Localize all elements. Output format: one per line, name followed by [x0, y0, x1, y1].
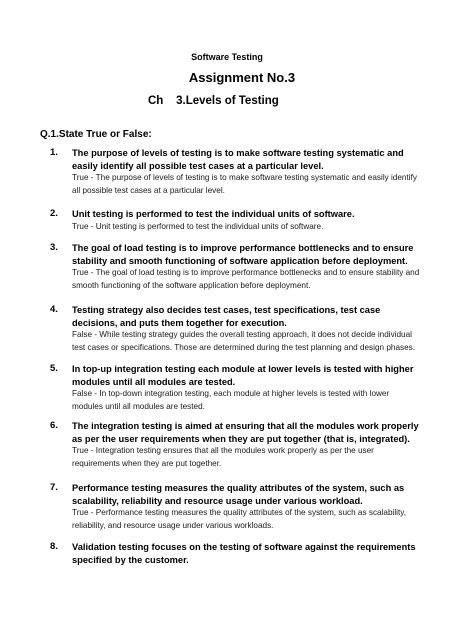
question-text: In top-up integration testing each module at lower levels is tested with higher modules until all modules are tested.	[72, 364, 414, 387]
list-item	[50, 147, 422, 197]
list-item	[50, 242, 422, 292]
question-text: The goal of load testing is to improve performance bottlenecks and to ensure stability and smooth functioning of software application before deployment.	[72, 243, 414, 266]
item-number: 1.	[50, 147, 58, 158]
list-item	[50, 208, 422, 233]
item-number: 4.	[50, 304, 58, 315]
subject-heading: Software Testing	[191, 52, 263, 62]
question-text: The integration testing is aimed at ensuring that all the modules work properly as per the user requirements when they are put together (that is, integrated).	[72, 421, 419, 444]
list-item	[50, 541, 422, 566]
answer-text: False - In top-down integration testing, each module at higher levels is tested with lower modules until all modules are tested.	[72, 389, 390, 411]
item-number: 8.	[50, 541, 58, 552]
item-number: 5.	[50, 363, 58, 374]
list-item	[50, 482, 422, 532]
answer-text: True - The purpose of levels of testing is to make software testing systematic and easily identify all possible test cases at a particular level.	[72, 173, 417, 195]
question-text: Performance testing measures the quality attributes of the system, such as scalability, reliability and resource usage under various workload.	[72, 483, 405, 506]
question-text: The purpose of levels of testing is to make software testing systematic and easily identify all possible test cases at a particular level.	[72, 148, 404, 171]
question-text: Testing strategy also decides test cases, test specifications, test case decisions, and puts them together for execution.	[72, 305, 381, 328]
list-item	[50, 420, 422, 470]
question-text: Validation testing focuses on the testing of software against the requirements specified by the customer.	[72, 542, 416, 565]
item-number: 6.	[50, 420, 58, 431]
item-number: 3.	[50, 242, 58, 253]
item-number: 2.	[50, 208, 58, 219]
answer-text: True - Performance testing measures the quality attributes of the system, such as scalability, reliability, and resource usage under various workloads.	[72, 508, 407, 530]
list-item	[50, 363, 422, 413]
answer-text: True - Integration testing ensures that all the modules work properly as per the user requirements when they are put together.	[72, 446, 374, 468]
answer-text: True - Unit testing is performed to test the individual units of software.	[72, 221, 324, 231]
answer-text: False - While testing strategy guides the overall testing approach, it does not decide individual test cases or specifications. Those are determined during the test planning and design phases.	[72, 330, 416, 352]
chapter-title: Ch 3.Levels of Testing	[148, 95, 279, 107]
list-item	[50, 304, 422, 354]
question-text: Unit testing is performed to test the individual units of software.	[72, 209, 355, 219]
section-heading: Q.1.State True or False:	[40, 129, 152, 140]
item-number: 7.	[50, 482, 58, 493]
answer-text: True - The goal of load testing is to improve performance bottlenecks and to ensure stability and smooth functioning of the software application before deployment.	[72, 268, 420, 290]
assignment-title: Assignment No.3	[188, 70, 296, 85]
